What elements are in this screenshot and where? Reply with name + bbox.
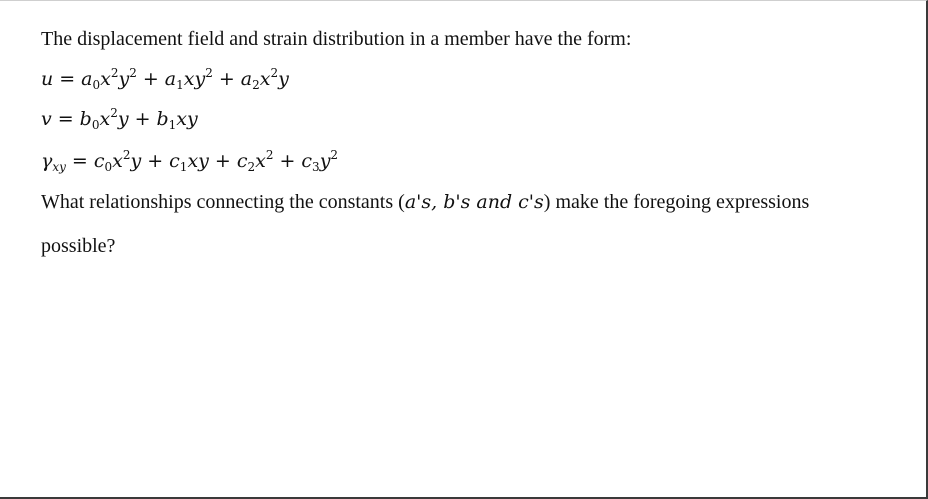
eq-gamma-t1-y: y bbox=[130, 150, 142, 172]
eq-v-plus1: + bbox=[134, 108, 151, 130]
eq-v-t2-x: x bbox=[176, 108, 188, 130]
constants-a: a's, bbox=[404, 191, 444, 213]
question-part1: What relationships connecting the constants bbox=[41, 191, 394, 213]
constants-b: b's bbox=[443, 191, 477, 213]
eq-gamma-plus2: + bbox=[214, 150, 231, 172]
eq-gamma-plus3: + bbox=[279, 150, 296, 172]
constants-c: c's bbox=[512, 191, 544, 213]
eq-u-t3-sub: 2 bbox=[252, 78, 260, 92]
eq-u-plus1: + bbox=[142, 68, 159, 90]
eq-v-lhs: v bbox=[41, 108, 52, 130]
eq-u-t3-y: y bbox=[278, 68, 289, 90]
eq-gamma-lhs-sub: xy bbox=[52, 160, 66, 174]
eq-gamma-t2-sub: 1 bbox=[179, 160, 188, 174]
eq-u-t1-xp: 2 bbox=[110, 66, 119, 80]
eq-u-t1-coef: a bbox=[81, 68, 93, 90]
eq-u-t2-y: y bbox=[194, 68, 206, 90]
eq-gamma-t4-sub: 3 bbox=[312, 160, 320, 174]
eq-v-t1-sub: 0 bbox=[91, 118, 100, 132]
eq-v-t2-sub: 1 bbox=[168, 118, 177, 132]
eq-u-t2-sub: 1 bbox=[176, 78, 184, 92]
eq-u-t1-x: x bbox=[100, 68, 111, 90]
question-line: What relationships connecting the constants (a's, b's and c's) make the foregoing expressions bbox=[41, 191, 810, 213]
eq-gamma-t1-x: x bbox=[112, 150, 123, 172]
eq-gamma-t4-yp: 2 bbox=[330, 148, 339, 162]
eq-u-t1-yp: 2 bbox=[129, 66, 137, 80]
question-part2: make the foregoing expressions bbox=[555, 191, 810, 213]
eq-u-t3-coef: a bbox=[240, 68, 253, 90]
equation-gamma-xy bbox=[41, 147, 338, 175]
eq-v-t1-x: x bbox=[99, 108, 111, 130]
eq-gamma-t1-coef: c bbox=[93, 150, 105, 172]
problem-intro: The displacement field and strain distribution in a member have the form: bbox=[41, 28, 632, 50]
equation-v bbox=[41, 105, 198, 133]
eq-u-t2-coef: a bbox=[164, 68, 177, 90]
question-continuation: possible? bbox=[41, 235, 116, 257]
constants-set bbox=[405, 191, 544, 213]
eq-gamma-t4-y: y bbox=[319, 150, 331, 172]
equation-u bbox=[41, 65, 289, 93]
eq-u-t1-sub: 0 bbox=[92, 78, 101, 92]
eq-gamma-plus1: + bbox=[147, 150, 164, 172]
eq-v-t1-y: y bbox=[117, 108, 129, 130]
eq-u-t2-yp: 2 bbox=[205, 66, 213, 80]
eq-v-equals: = bbox=[57, 108, 74, 130]
eq-gamma-t4-coef: c bbox=[301, 150, 313, 172]
eq-gamma-t2-y: y bbox=[198, 150, 209, 172]
eq-v-t1-xp: 2 bbox=[110, 106, 118, 120]
eq-gamma-t3-sub: 2 bbox=[247, 160, 256, 174]
eq-gamma-t2-coef: c bbox=[169, 150, 180, 172]
eq-v-t1-coef: b bbox=[79, 108, 92, 130]
constants-and: and bbox=[476, 191, 513, 213]
eq-v-t2-y: y bbox=[187, 108, 198, 130]
eq-u-t2-x: x bbox=[183, 68, 195, 90]
eq-gamma-t1-xp: 2 bbox=[122, 148, 131, 162]
eq-gamma-t3-x: x bbox=[255, 150, 266, 172]
eq-u-t1-y: y bbox=[118, 68, 130, 90]
eq-gamma-equals: = bbox=[71, 150, 88, 172]
eq-gamma-t3-coef: c bbox=[236, 150, 248, 172]
eq-u-equals: = bbox=[59, 68, 76, 90]
eq-u-t3-xp: 2 bbox=[270, 66, 279, 80]
eq-u-t3-x: x bbox=[259, 68, 271, 90]
eq-u-plus2: + bbox=[218, 68, 235, 90]
eq-gamma-t3-xp: 2 bbox=[265, 148, 274, 162]
eq-u-lhs: u bbox=[41, 68, 54, 90]
eq-v-t2-coef: b bbox=[156, 108, 169, 130]
eq-gamma-t2-x: x bbox=[187, 150, 199, 172]
eq-gamma-lhs: γ bbox=[41, 150, 53, 172]
eq-gamma-t1-sub: 0 bbox=[104, 160, 113, 174]
